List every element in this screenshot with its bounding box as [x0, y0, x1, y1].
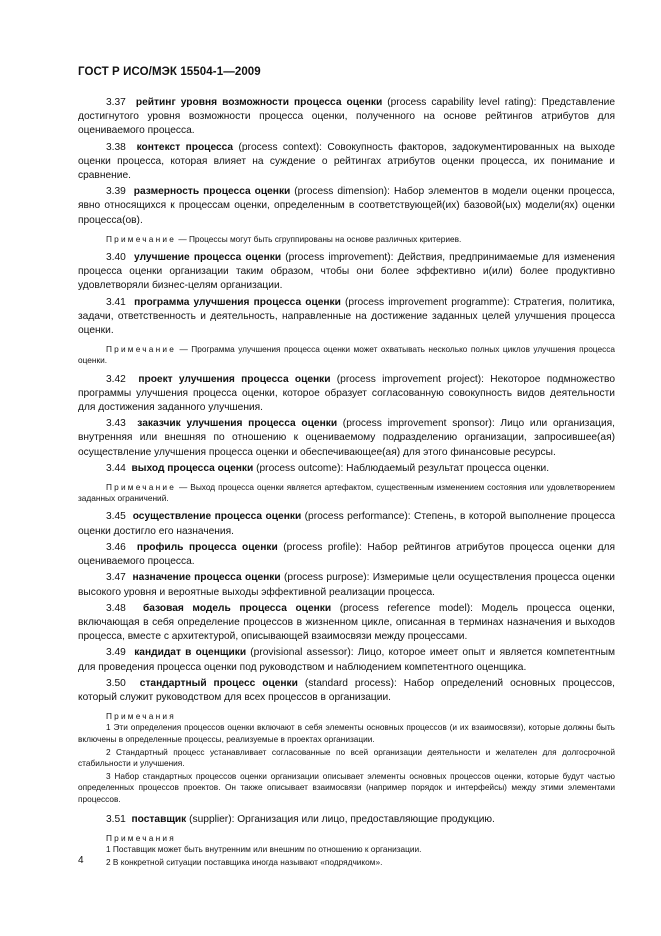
- notes-label: Примечания: [106, 832, 176, 843]
- term-title: кандидат в оценщики: [134, 647, 247, 659]
- term-3-43: [78, 417, 615, 460]
- term-definition: (process improvement programme): Стратегия, политика, задачи, ответственность и деятельность, направленные на достижение заданных целей улучшения процесса оценки.: [78, 296, 615, 337]
- term-title: улучшение процесса оценки: [134, 252, 282, 264]
- note-item: 2 В конкретной ситуации поставщика иногда называют «подрядчиком».: [106, 857, 383, 868]
- term-number: 3.41: [106, 296, 126, 308]
- note-item: 3 Набор стандартных процессов оценки организации описывает элементы основных процессов оценки, которые будут частью определенных процессов проектов. Он также описывает взаимосвязи (например порядок и интерфейсы) между этими элементами процессов.: [78, 771, 615, 804]
- term-definition: (process performance): Степень, в которой выполнение процесса оценки достигло его назначения.: [78, 511, 615, 537]
- term-3-49: [78, 646, 615, 674]
- term-3-40: [78, 251, 615, 294]
- term-3-45: [78, 510, 615, 538]
- term-definition: (provisional assessor): Лицо, которое имеет опыт и является компетентным для проведения процесса оценки под руководством и наблюдением компетентного оценщика.: [78, 647, 616, 673]
- term-number: 3.47: [106, 572, 126, 584]
- term-title: размерность процесса оценки: [133, 186, 291, 198]
- term-definition: (supplier): Организация или лицо, предоставляющие продукцию.: [186, 813, 495, 825]
- term-3-50: [78, 677, 615, 705]
- notes-heading-3-50: [78, 711, 615, 722]
- term-title: стандартный процесс оценки: [139, 677, 298, 689]
- note-text: — Выход процесса оценки является артефактом, существенным изменением состояния или удовлетворением заданных ограничений.: [78, 482, 615, 504]
- note-text: — Программа улучшения процесса оценки может охватывать несколько полных циклов улучшения процесса оценки.: [78, 344, 615, 366]
- note-label: Примечание: [106, 344, 177, 355]
- term-title: контекст процесса: [136, 141, 234, 153]
- term-title: выход процесса оценки: [131, 462, 254, 474]
- term-title: проект улучшения процесса оценки: [138, 373, 331, 385]
- term-number: 3.44: [106, 462, 126, 474]
- note-text: — Процессы могут быть сгруппированы на основе различных критериев.: [176, 233, 462, 244]
- term-title: рейтинг уровня возможности процесса оценки: [135, 97, 383, 108]
- document-body: [78, 96, 615, 871]
- term-3-44: [78, 462, 615, 476]
- note-3-44: [78, 482, 615, 504]
- term-3-42: [78, 373, 615, 416]
- term-definition: (standard process): Набор определений основных процессов, который служит руководством для всех процессов в организации.: [78, 677, 615, 703]
- note-3-41: [78, 344, 615, 366]
- note-3-39: [78, 234, 615, 245]
- term-number: 3.46: [106, 541, 126, 553]
- note-label: Примечание: [106, 482, 177, 493]
- note-item: 1 Эти определения процессов оценки включают в себя элементы основных процессов (и их взаимосвязи), которые должны быть включены в определенные процессы, реализуемые в проектах организации.: [78, 722, 615, 744]
- term-3-38: [78, 141, 615, 184]
- term-definition: (process purpose): Измеримые цели осуществления процесса оценки высокого уровня и вероятные выходы эффективной реализации процесса.: [78, 572, 615, 598]
- term-title: поставщик: [131, 813, 187, 825]
- term-number: 3.40: [106, 252, 126, 264]
- term-definition: (process dimension): Набор элементов в модели оценки процесса, явно относящихся к процессам оценки, определенным в соответствующей(их) базовой(ых) модели(ях) оценки процесса(ов).: [78, 186, 615, 226]
- term-number: 3.39: [106, 186, 126, 198]
- term-3-37: [78, 96, 615, 139]
- term-3-41: [78, 296, 615, 339]
- term-number: 3.48: [106, 602, 126, 614]
- term-definition: (process improvement project): Некоторое подмножество программы улучшения процесса оценки, которое образует согласованную совокупность видов деятельности для достижения заданного улучшения.: [78, 373, 615, 414]
- term-3-46: [78, 541, 615, 569]
- notes-label: Примечания: [106, 711, 176, 722]
- term-3-48: [78, 602, 615, 645]
- term-title: заказчик улучшения процесса оценки: [137, 418, 338, 430]
- term-title: назначение процесса оценки: [132, 572, 281, 584]
- term-definition: (process context): Совокупность факторов, задокументированных на выходе оценки процесса, которая влияет на суждение о рейтингах атрибутов оценки процесса, их понимание и сравнение.: [78, 141, 615, 182]
- term-title: программа улучшения процесса оценки: [134, 296, 341, 308]
- term-definition: (process profile): Набор рейтингов атрибутов процесса оценки для оцениваемого процесса.: [78, 541, 615, 568]
- term-number: 3.49: [106, 647, 126, 659]
- note-item: 1 Поставщик может быть внутренним или внешним по отношению к организации.: [106, 844, 422, 855]
- term-definition: (process outcome): Наблюдаемый результат процесса оценки.: [253, 462, 550, 474]
- term-definition: (process capability level rating): Представление достигнутого уровня возможности процесса оценки, полученного на основе рейтингов атрибутов для оцениваемого процесса.: [78, 97, 615, 137]
- term-title: базовая модель процесса оценки: [143, 602, 332, 614]
- term-3-39: [78, 185, 615, 228]
- note-label: Примечание: [106, 233, 177, 244]
- term-number: 3.38: [106, 141, 126, 153]
- term-title: профиль процесса оценки: [136, 541, 278, 553]
- term-title: осуществление процесса оценки: [132, 511, 302, 523]
- term-number: 3.42: [106, 373, 126, 385]
- term-number: 3.37: [106, 97, 126, 108]
- term-3-51: [78, 813, 615, 827]
- term-definition: (process improvement): Действия, предпринимаемые для изменения процесса оценки организации таким образом, чтобы они более эффективно и(или) более продуктивно удовлетворяли бизнес-целям организации.: [78, 252, 615, 292]
- page-number: 4: [78, 855, 84, 866]
- note-item: 2 Стандартный процесс устанавливает согласованные по всей организации деятельности и желателен для долгосрочной стабильности и улучшения.: [78, 746, 615, 768]
- term-number: 3.50: [106, 677, 126, 689]
- term-definition: (process improvement sponsor): Лицо или организация, внутренняя или внешняя по отношению к оцениваемому подразделению организации, запросившее(ая) осуществление улучшения процесса оценки и обеспечивающее(ая) для этого финансовые ресурсы.: [78, 418, 615, 458]
- term-number: 3.51: [106, 813, 126, 825]
- term-definition: (process reference model): Модель процесса оценки, включающая в себя определение процессов в жизненном цикле, описанная в терминах назначения и выходов процесса, вместе с архитектурой, описывающей взаимосвязи между процессами.: [78, 602, 615, 643]
- document-header: ГОСТ Р ИСО/МЭК 15504-1—2009: [78, 66, 261, 78]
- term-number: 3.45: [106, 511, 126, 523]
- notes-heading-3-51: [78, 833, 615, 844]
- term-number: 3.43: [106, 418, 126, 430]
- term-3-47: [78, 571, 615, 599]
